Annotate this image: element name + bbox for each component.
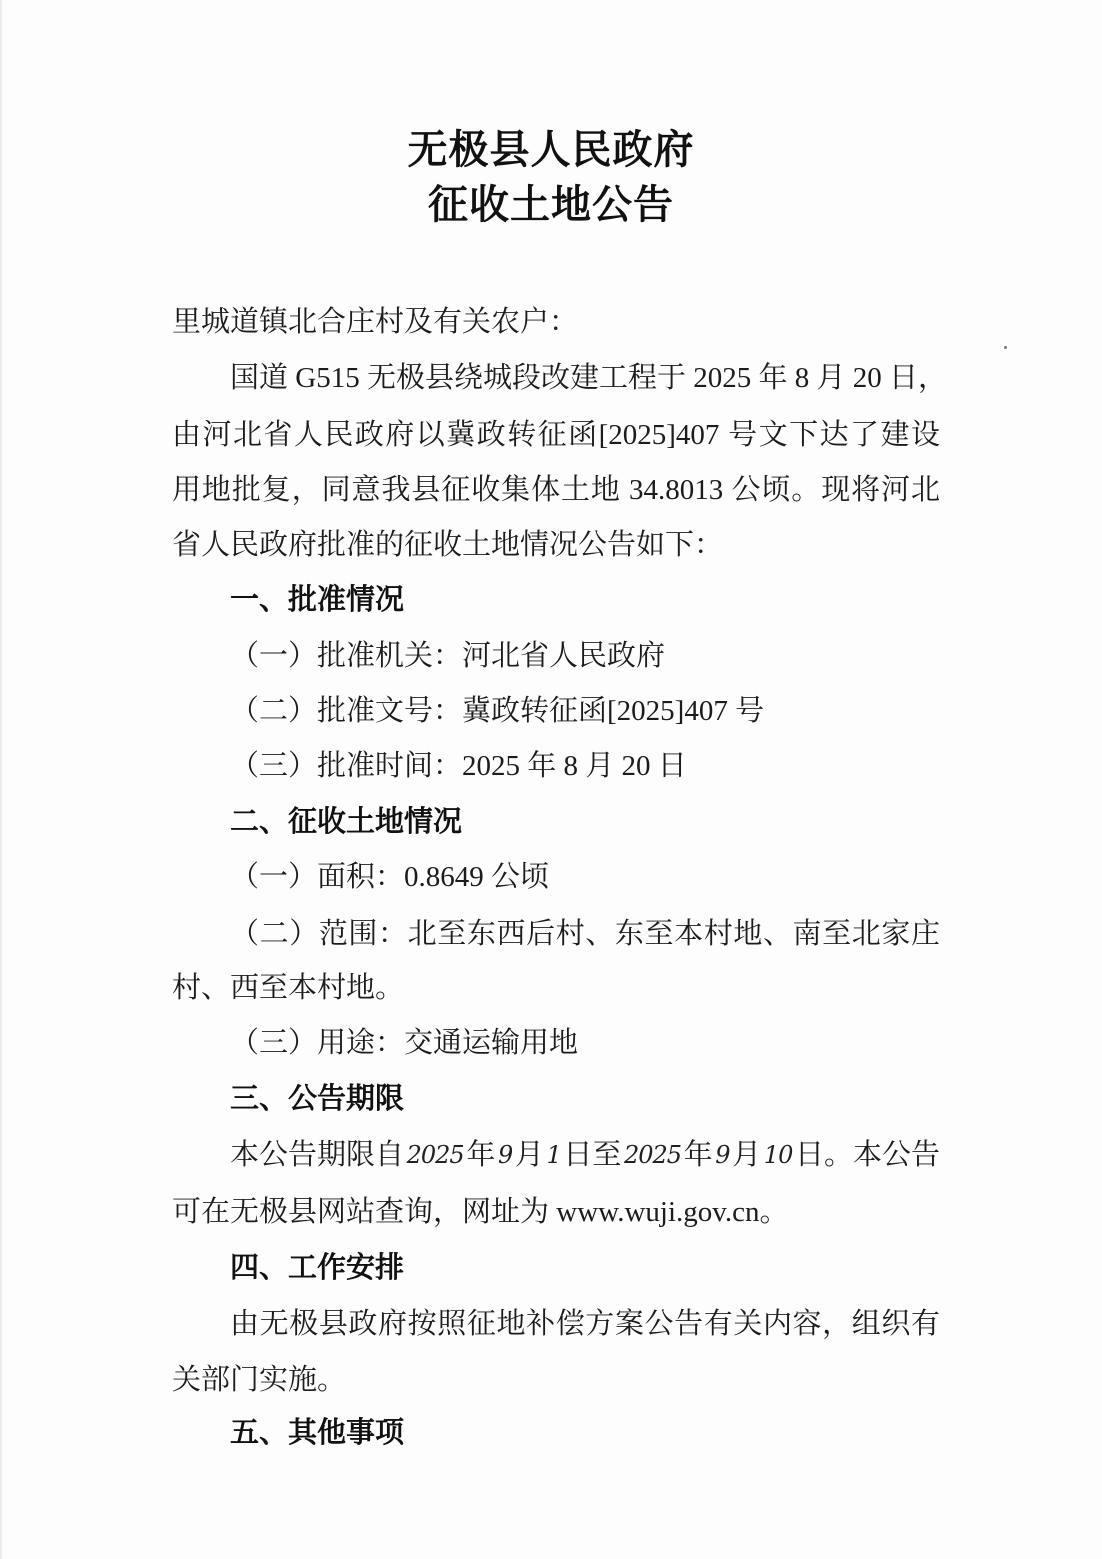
intro-line: 由河北省人民政府以冀政转征函[2025]407 号文下达了建设	[172, 419, 940, 451]
land-use: （三）用途：交通运输用地	[230, 1027, 579, 1059]
land-scope-continued: 村、西至本村地。	[172, 972, 405, 1004]
section1-heading: 一、批准情况	[230, 584, 405, 616]
land-area: （一）面积：0.8649 公顷	[230, 861, 550, 893]
period-text: 年	[683, 1139, 713, 1171]
scan-edge	[0, 0, 3, 1559]
handwritten-year: 2025	[623, 1141, 682, 1169]
section2-heading: 二、征收土地情况	[230, 806, 463, 838]
notice-period	[230, 1135, 940, 1175]
handwritten-year: 2025	[406, 1141, 464, 1169]
handwritten-month: 9	[497, 1141, 513, 1169]
period-text: 日。本公告	[794, 1139, 940, 1171]
section4-heading: 四、工作安排	[230, 1252, 405, 1284]
handwritten-day: 10	[763, 1141, 793, 1169]
section5-heading: 五、其他事项	[230, 1417, 405, 1449]
approval-date: （三）批准时间：2025 年 8 月 20 日	[230, 750, 687, 782]
period-text: 月	[732, 1139, 762, 1171]
intro-line: 省人民政府批准的征收土地情况公告如下：	[172, 529, 724, 561]
land-scope: （二）范围：北至东西后村、东至本村地、南至北家庄	[230, 918, 940, 950]
work-arrangement: 由无极县政府按照征地补偿方案公告有关内容，组织有	[230, 1308, 940, 1340]
handwritten-month: 9	[715, 1141, 730, 1169]
work-arrangement-continued: 关部门实施。	[172, 1364, 347, 1396]
intro-line: 国道 G515 无极县绕城段改建工程于 2025 年 8 月 20 日，	[230, 362, 947, 394]
scan-speck	[1004, 346, 1007, 349]
salutation: 里城道镇北合庄村及有关农户：	[172, 306, 579, 338]
period-text: 月	[514, 1139, 544, 1171]
intro-line: 用地批复，同意我县征收集体土地 34.8013 公顷。现将河北	[172, 474, 940, 506]
period-text: 本公告期限自	[230, 1139, 405, 1171]
approval-document-number: （二）批准文号：冀政转征函[2025]407 号	[230, 695, 765, 727]
handwritten-day: 1	[546, 1141, 561, 1169]
website-info: 可在无极县网站查询，网址为 www.wuji.gov.cn。	[172, 1196, 789, 1228]
period-text: 日至	[563, 1139, 622, 1171]
period-text: 年	[466, 1139, 496, 1171]
approval-authority: （一）批准机关：河北省人民政府	[230, 640, 666, 672]
document-title-line2: 征收土地公告	[428, 182, 674, 227]
section3-heading: 三、公告期限	[230, 1083, 405, 1115]
document-title-line1: 无极县人民政府	[407, 127, 695, 172]
